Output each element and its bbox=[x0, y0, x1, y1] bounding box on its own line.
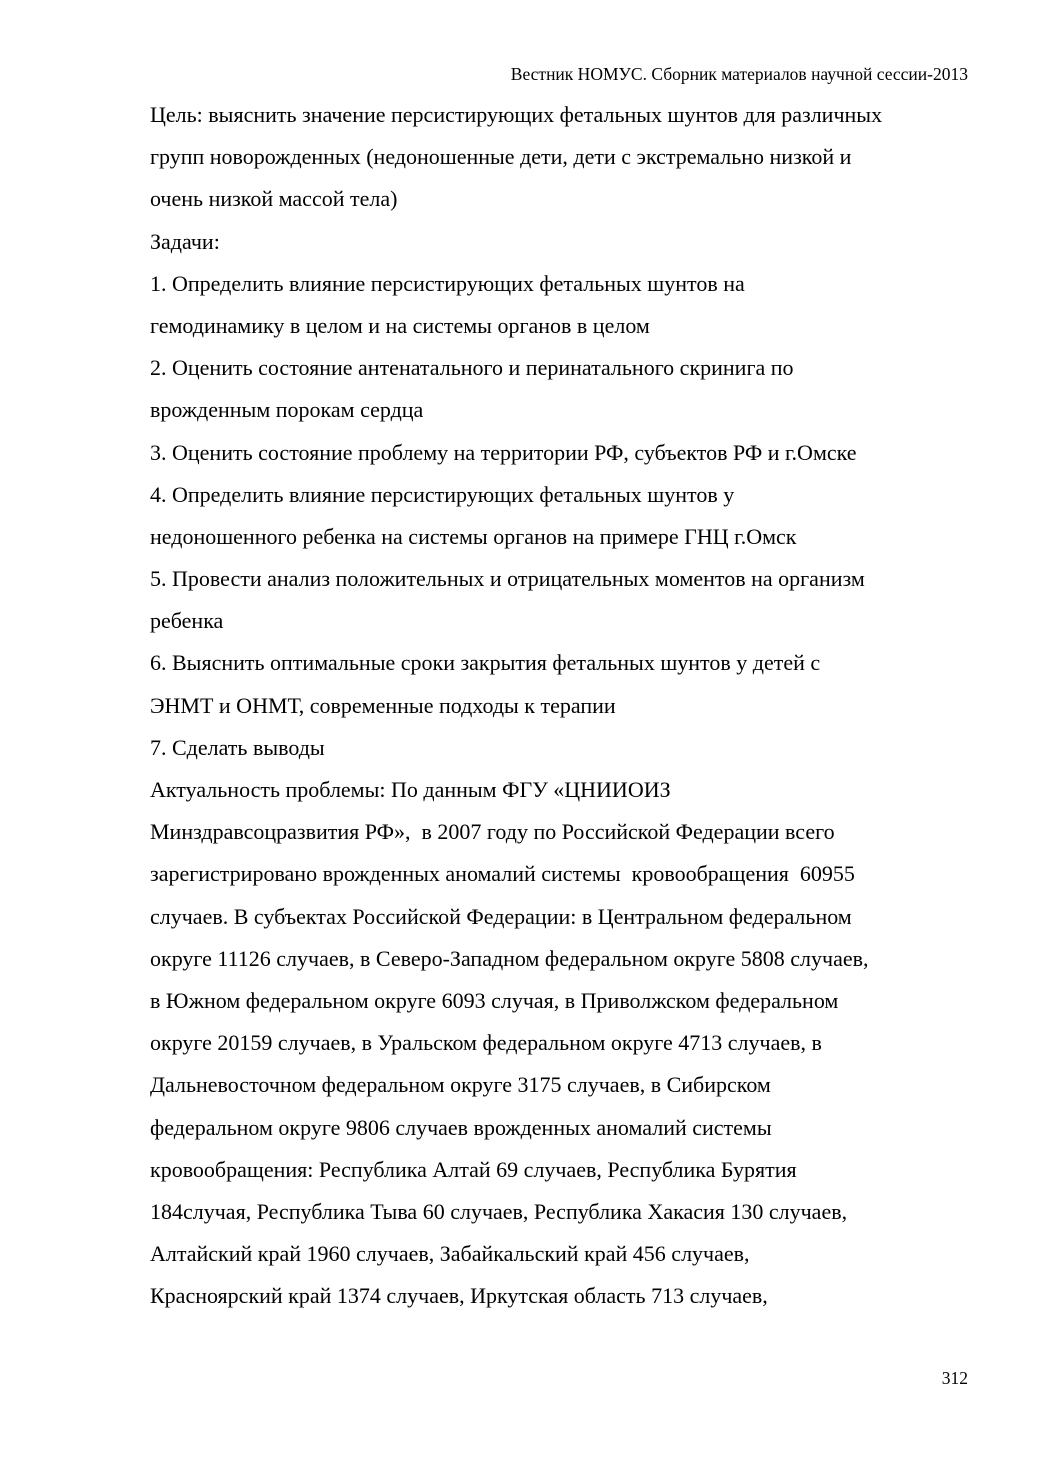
task-item-5: 5. Провести анализ положительных и отрицательных моментов на организм bbox=[150, 566, 865, 592]
text-line: врожденным порокам сердца bbox=[150, 397, 424, 423]
text-line: 184случая, Республика Тыва 60 случаев, Республика Хакасия 130 случаев, bbox=[150, 1198, 848, 1224]
text-line: недоношенного ребенка на системы органов на примере ГНЦ г.Омск bbox=[150, 523, 797, 549]
running-header: Вестник НОМУС. Сборник материалов научной сессии-2013 bbox=[510, 64, 968, 84]
task-item-1: 1. Определить влияние персистирующих фетальных шунтов на bbox=[150, 270, 745, 296]
text-line: групп новорожденных (недоношенные дети, дети с экстремально низкой и bbox=[150, 144, 852, 170]
text-line: Алтайский край 1960 случаев, Забайкальский край 456 случаев, bbox=[150, 1241, 750, 1267]
text-line: Красноярский край 1374 случаев, Иркутская область 713 случаев, bbox=[150, 1283, 768, 1309]
task-item-3: 3. Оценить состояние проблему на территории РФ, субъектов РФ и г.Омске bbox=[150, 439, 857, 465]
text-line: округе 20159 случаев, в Уральском федеральном округе 4713 случаев, в bbox=[150, 1030, 822, 1056]
text-line: Дальневосточном федеральном округе 3175 случаев, в Сибирском bbox=[150, 1072, 771, 1098]
task-item-2: 2. Оценить состояние антенатального и перинатального скринига по bbox=[150, 355, 794, 381]
text-line: зарегистрировано врожденных аномалий системы кровообращения 60955 bbox=[150, 861, 855, 887]
text-line: кровообращения: Республика Алтай 69 случаев, Республика Бурятия bbox=[150, 1156, 797, 1182]
relevance-heading: Актуальность проблемы: По данным ФГУ «ЦНИИОИЗ bbox=[150, 777, 671, 802]
text-line: ребенка bbox=[150, 608, 224, 634]
text-line: гемодинамику в целом и на системы органов в целом bbox=[150, 312, 650, 338]
text-line: федеральном округе 9806 случаев врожденных аномалий системы bbox=[150, 1114, 772, 1140]
document-body bbox=[150, 94, 980, 1317]
text-line: в Южном федеральном округе 6093 случая, в Приволжском федеральном bbox=[150, 987, 839, 1013]
text-line: случаев. В субъектах Российской Федерации: в Центральном федеральном bbox=[150, 903, 852, 929]
task-item-7: 7. Сделать выводы bbox=[150, 734, 325, 760]
text-line: ЭНМТ и ОНМТ, современные подходы к терапии bbox=[150, 692, 616, 718]
page-number: 312 bbox=[941, 1368, 968, 1388]
task-item-4: 4. Определить влияние персистирующих фетальных шунтов у bbox=[150, 481, 735, 507]
task-item-6: 6. Выяснить оптимальные сроки закрытия фетальных шунтов у детей с bbox=[150, 650, 821, 676]
tasks-heading: Задачи: bbox=[150, 228, 220, 254]
text-line: округе 11126 случаев, в Северо-Западном федеральном округе 5808 случаев, bbox=[150, 945, 869, 971]
text-line: Минздравсоцразвития РФ», в 2007 году по Российской Федерации всего bbox=[150, 819, 835, 845]
text-line: очень низкой массой тела) bbox=[150, 186, 398, 212]
text-line: Цель: выяснить значение персистирующих фетальных шунтов для различных bbox=[150, 102, 883, 127]
